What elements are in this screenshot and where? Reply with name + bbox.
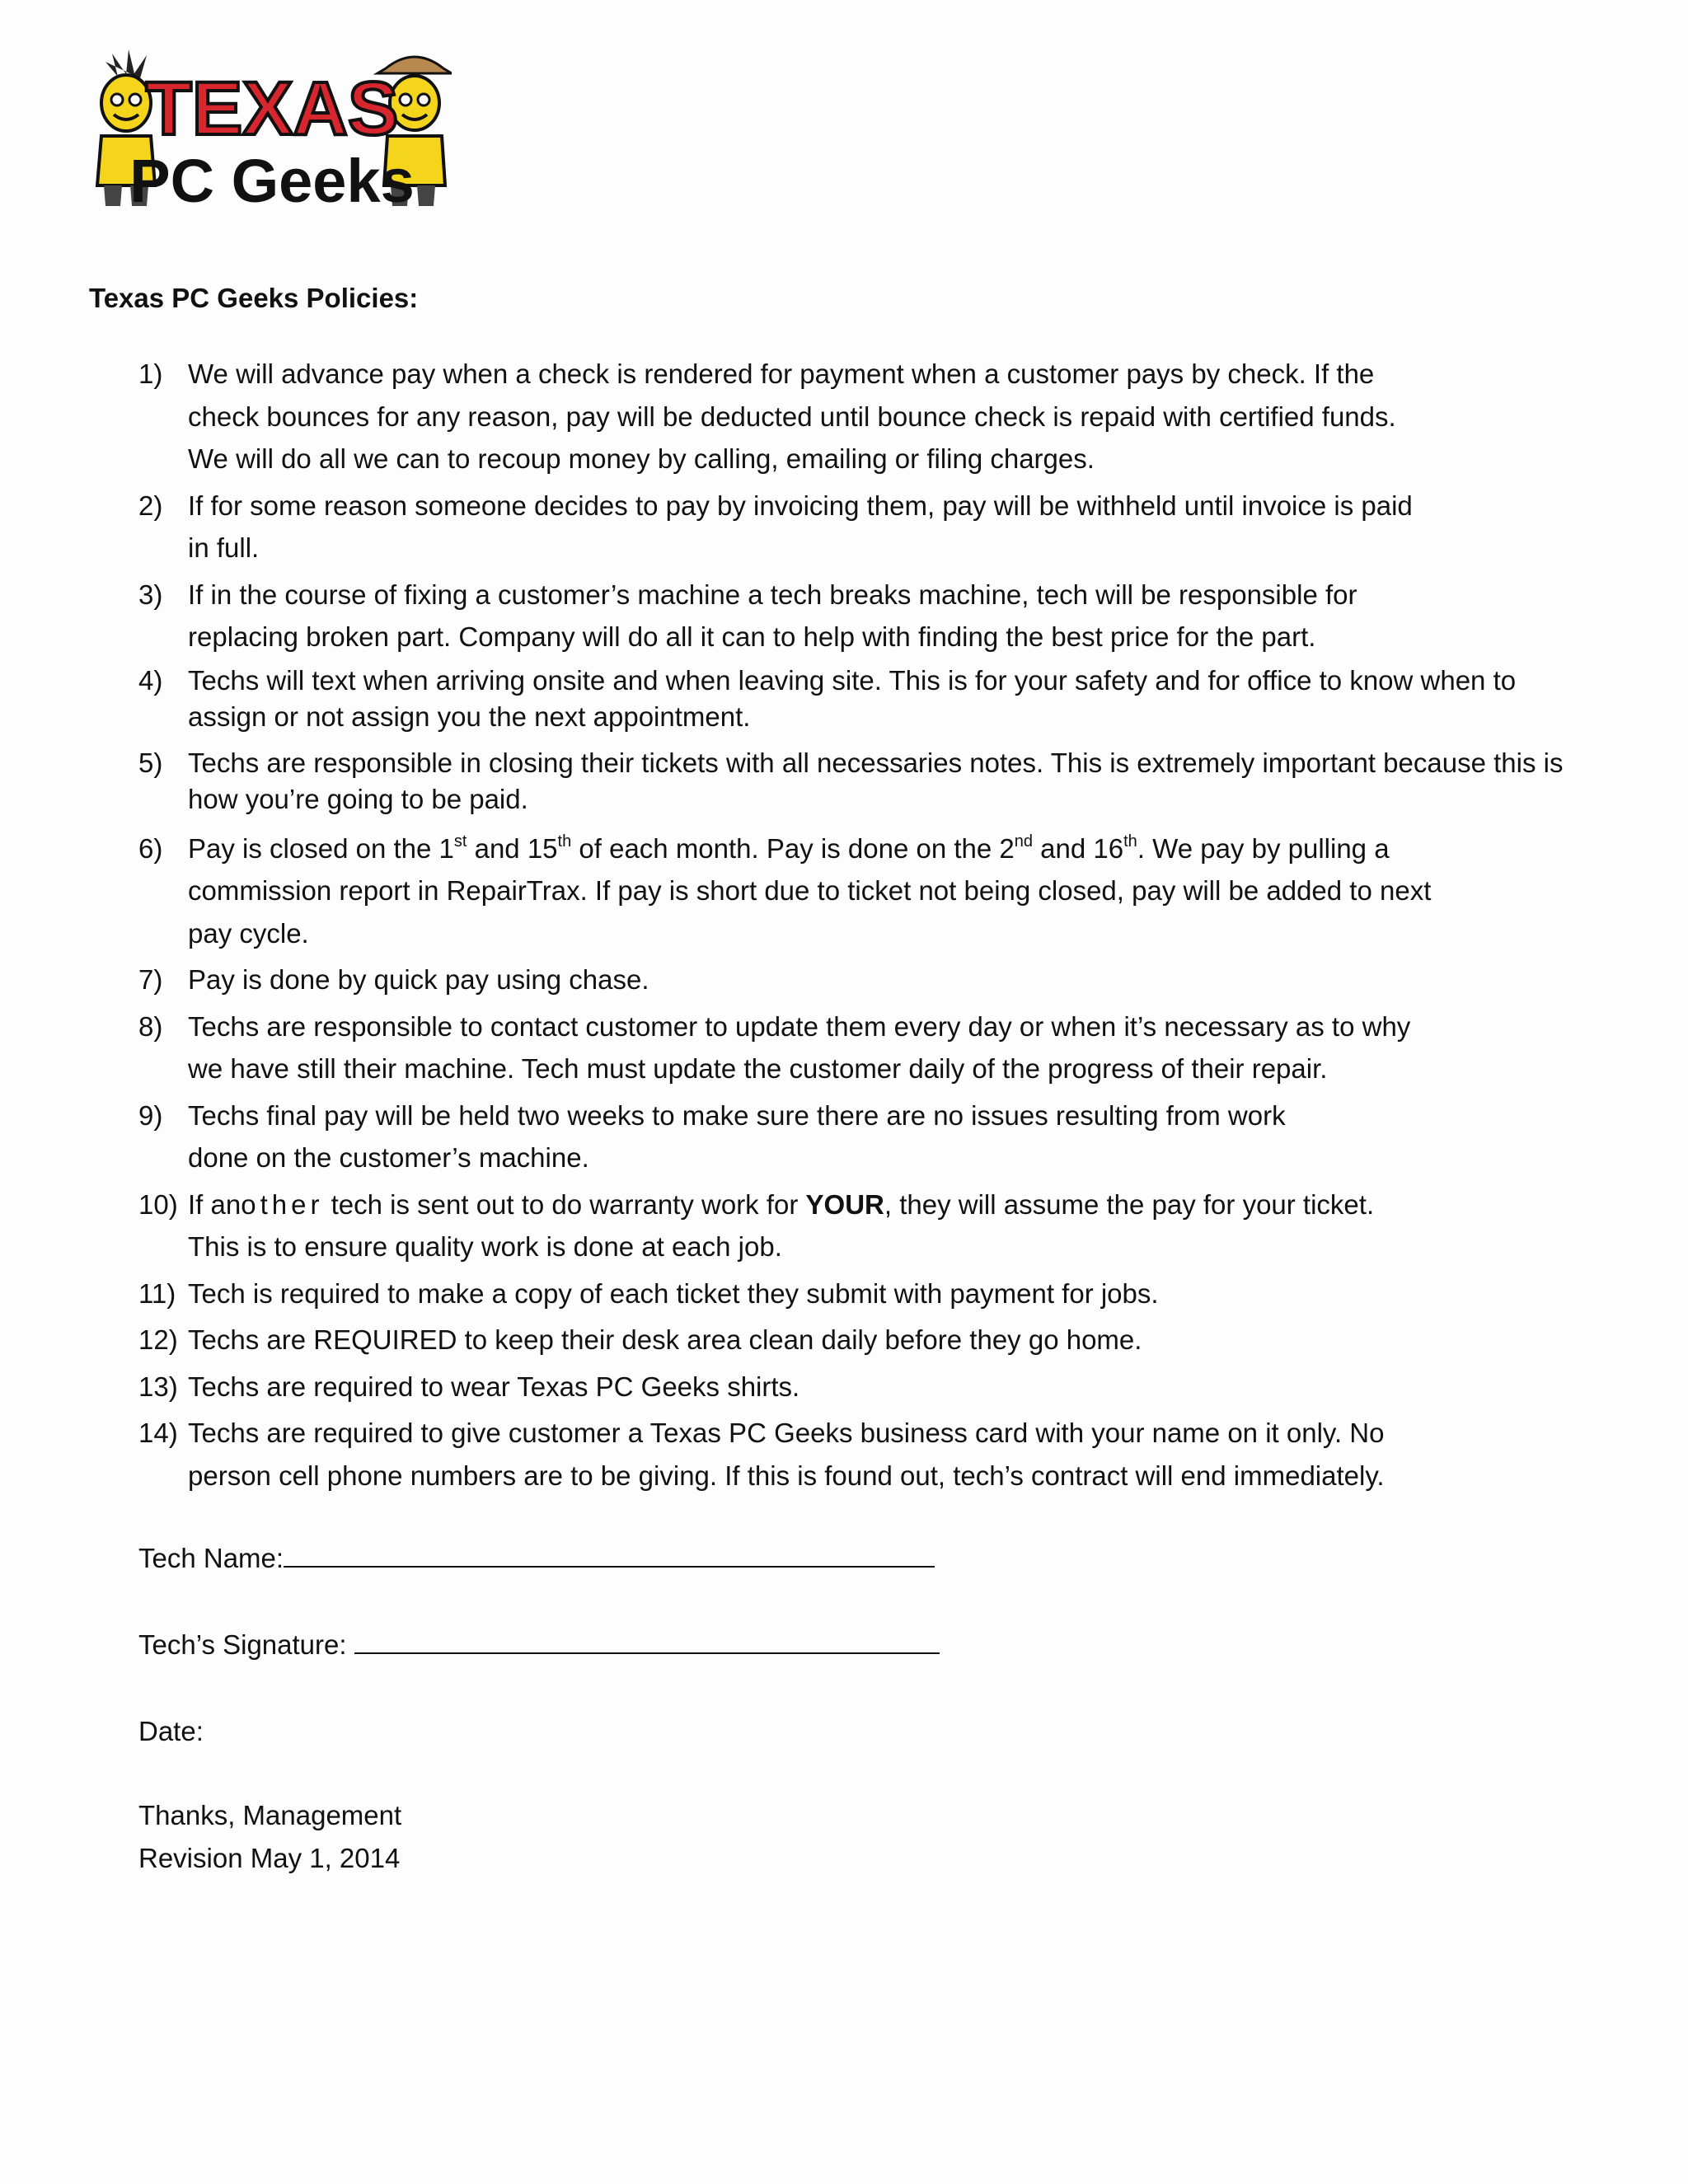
policy-number: 1) [138,359,163,389]
text-fragment: other [241,1188,324,1220]
policy-line: assign or not assign you the next appointment. [188,701,751,732]
policy-line: Techs are responsible to contact customer to update them every day or when it’s necessary as to why [188,1010,1411,1042]
policy-line: We will do all we can to recoup money by calling, emailing or filing charges. [188,443,1095,474]
policy-item-12 [0,1319,1688,1361]
policy-item-13 [0,1366,1688,1408]
policy-item-2 [0,485,1688,569]
text-fragment: and 16 [1033,832,1124,864]
policy-line: pay cycle. [188,917,309,949]
policy-number: 7) [138,964,163,995]
policy-line [188,1183,1655,1226]
logo-pcgeeks-text: PC Geeks [129,147,415,214]
policy-number: 4) [138,664,163,696]
logo-graphic [89,45,452,214]
text-fragment: If an [188,1188,241,1220]
text-fragment: of each month. Pay is done on the 2 [571,832,1015,864]
policy-number: 10) [138,1188,178,1220]
tech-signature-row [138,1629,940,1661]
date-row [138,1716,204,1747]
tech-signature-field[interactable] [354,1631,940,1654]
policy-line: commission report in RepairTrax. If pay is short due to ticket not being closed, pay will be added to next [188,875,1432,906]
policy-number: 11) [138,1277,176,1309]
tech-name-row [138,1543,935,1574]
tech-signature-label: Tech’s Signature: [138,1629,347,1660]
policy-line: check bounces for any reason, pay will be deducted until bounce check is repaid with certified funds. [188,401,1396,432]
policy-item-6 [0,827,1688,955]
policy-line: Techs will text when arriving onsite and when leaving site. This is for your safety and for office to know when to [188,664,1517,696]
tech-name-field[interactable] [284,1544,935,1568]
text-fragment: . We pay by pulling a [1137,832,1390,864]
policy-line: done on the customer’s machine. [188,1142,589,1173]
policy-line: in full. [188,532,260,563]
policy-item-9 [0,1094,1688,1179]
superscript: nd [1014,832,1034,851]
policy-item-11 [0,1272,1688,1315]
policy-number: 6) [138,832,163,864]
policy-list [0,353,1688,1501]
emphasis-text: YOUR [805,1188,884,1220]
text-fragment: , they will assume the pay for your ticket. [884,1188,1375,1220]
company-logo [89,45,452,214]
policy-number: 8) [138,1010,163,1042]
superscript: th [557,832,572,851]
date-label: Date: [138,1716,204,1746]
policy-line: If for some reason someone decides to pay by invoicing them, pay will be withheld until invoice is paid [188,490,1413,521]
policy-item-7 [0,958,1688,1001]
policy-item-10 [0,1183,1688,1268]
text-fragment: tech is sent out to do warranty work for [323,1188,806,1220]
policy-item-14 [0,1412,1688,1497]
policy-line [188,827,1655,870]
policy-number: 13) [138,1371,178,1402]
closing-thanks: Thanks, Management [138,1800,402,1830]
policy-number: 12) [138,1324,178,1355]
policy-number: 14) [138,1418,178,1448]
policy-number: 3) [138,579,163,610]
policy-line: we have still their machine. Tech must update the customer daily of the progress of their repair. [188,1053,1328,1084]
text-fragment: and 15 [467,832,558,864]
policy-item-4 [0,663,1688,735]
policy-line: how you’re going to be paid. [188,783,528,814]
policy-number: 2) [138,490,163,521]
superscript: st [453,832,467,851]
revision-note: Revision May 1, 2014 [138,1843,401,1873]
policy-item-5 [0,745,1688,818]
policy-line: Techs are required to give customer a Texas PC Geeks business card with your name on it only. No [188,1418,1385,1448]
policy-number: 9) [138,1099,163,1131]
policy-line: replacing broken part. Company will do all it can to help with finding the best price for the part. [188,621,1316,652]
policy-line: Techs are responsible in closing their tickets with all necessaries notes. This is extremely important because this is [188,747,1564,778]
text-fragment: Pay is closed on the 1 [188,832,454,864]
tech-name-label: Tech Name: [138,1543,284,1573]
policy-line: If in the course of fixing a customer’s machine a tech breaks machine, tech will be responsible for [188,579,1357,610]
policy-line: Techs are REQUIRED to keep their desk area clean daily before they go home. [188,1324,1142,1355]
page-title: Texas PC Geeks Policies: [89,283,419,313]
policy-item-3 [0,574,1688,658]
policy-line: We will advance pay when a check is rendered for payment when a customer pays by check. If the [188,359,1375,389]
policy-line: This is to ensure quality work is done at each job. [188,1231,782,1262]
superscript: th [1123,832,1137,851]
policy-line: Tech is required to make a copy of each ticket they submit with payment for jobs. [188,1277,1159,1309]
policy-item-8 [0,1005,1688,1090]
policy-item-1 [0,353,1688,480]
policy-line: Pay is done by quick pay using chase. [188,964,649,995]
policy-line: Techs are required to wear Texas PC Geeks shirts. [188,1371,800,1402]
logo-texas-text: TEXAS [145,67,399,151]
policy-line: person cell phone numbers are to be giving. If this is found out, tech’s contract will end immediately. [188,1460,1385,1491]
policy-line: Techs final pay will be held two weeks to make sure there are no issues resulting from work [188,1099,1286,1131]
policy-number: 5) [138,747,163,778]
